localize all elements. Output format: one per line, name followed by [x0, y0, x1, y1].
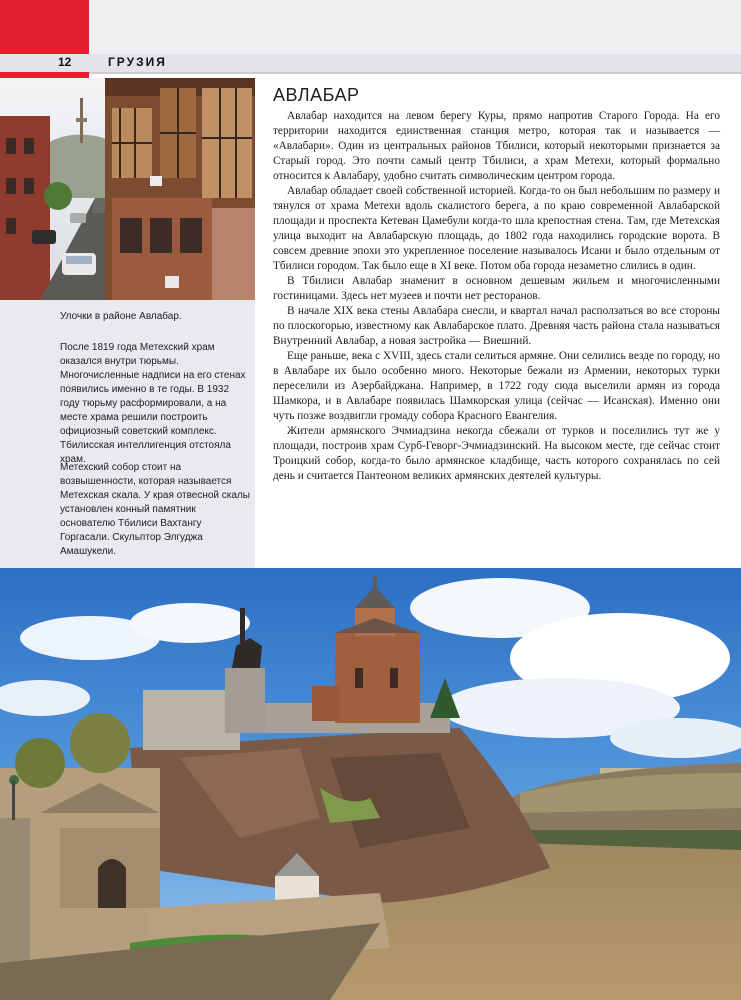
photo-caption: Улочки в районе Авлабар.: [60, 311, 182, 322]
article: [273, 85, 720, 484]
sidebar-note-prison: После 1819 года Метехский храм оказался внутри тюрьмы. Многочисленные надписи на его стенах появились именно в те годы. В 1932 году тюрьму расформировали, а на месте храма решили построить официозный советский комплекс. Тбилисская интеллигенция отстояла храм.: [60, 342, 246, 465]
sidebar-note-cathedral: Метехский собор стоит на возвышенности, которая называется Метехская скала. У края отвесной скалы установлен конный памятник основателю Тбилиси Вахтангу Горгасали. Скульптор Элгуджа Амашукели.: [60, 462, 250, 557]
article-paragraph: Жители армянского Эчмиадзина некогда сбежали от турков и поселились тут же у площади, построив храм Сурб-Геворг-Эчмиадзинский. На высоком месте, где сейчас стоит Троицкий собор, когда-то было армянское кладбище, часть которого сохранялась по сей день и считается Пантеоном великих армянских деятелей культуры.: [273, 425, 720, 482]
article-title: АВЛАБАР: [273, 85, 360, 105]
section-title: ГРУЗИЯ: [108, 55, 167, 69]
header-divider: [89, 72, 741, 74]
article-paragraph: Еще раньше, века с XVIII, здесь стали селиться армяне. Они селились везде по городу, но в Авлабаре их было особенно много. Некоторые бежали из Армении, некоторых турки переселили из Азербайджана. Например, в 1722 году сюда выселили армян из города Шамкора, и в Авлабаре появилась Шамкорская улица (сейчас — Исанская). Именно они чуть позже воздвигли громаду собора Красного Евангелия.: [273, 350, 720, 422]
article-paragraph: Авлабар обладает своей собственной историей. Когда-то он был небольшим по размеру и тянулся от храма Метехи вдоль скалистого берега, а по краю современной Авлабарской площади и проспекта Кетеван Цамебули когда-то шла крепостная стена. Там, где Метехская улица выходит на Авлабарскую площадь, до 1802 года находились городские ворота. В совсем древние эпохи это укрепленное поселение называлось Исани и было отдельным от Тбилиси городом. Так было еще в XI веке. Потом оба города незаметно слились в один.: [273, 185, 720, 272]
article-paragraph: В Тбилиси Авлабар знаменит в основном дешевым жильем и многочисленными гостиницами. Здесь нет музеев и почти нет ресторанов.: [273, 275, 720, 302]
street-photo: [0, 78, 255, 300]
metekhi-church-photo: [0, 568, 741, 1000]
article-paragraph: В начале XIX века стены Авлабара снесли, и квартал начал расползаться во все стороны по плоскогорью, известному как Авлабарское плато. Древняя часть района стала называться Внутренний Авлабар, а новая застройка — Внешний.: [273, 305, 720, 347]
page-number: 12: [58, 55, 72, 69]
article-paragraph: Авлабар находится на левом берегу Куры, прямо напротив Старого Города. На его территории находится единственная станция метро, которая так и называется — «Авлабари». Один из центральных районов Тбилиси, который некоторыми признается за Старый город. Это почти самый центр Тбилиси, а храм Метехи, который формально относится к Авлабару, удобно считать символическим центром города.: [273, 110, 720, 182]
header-top-band: [89, 0, 741, 54]
